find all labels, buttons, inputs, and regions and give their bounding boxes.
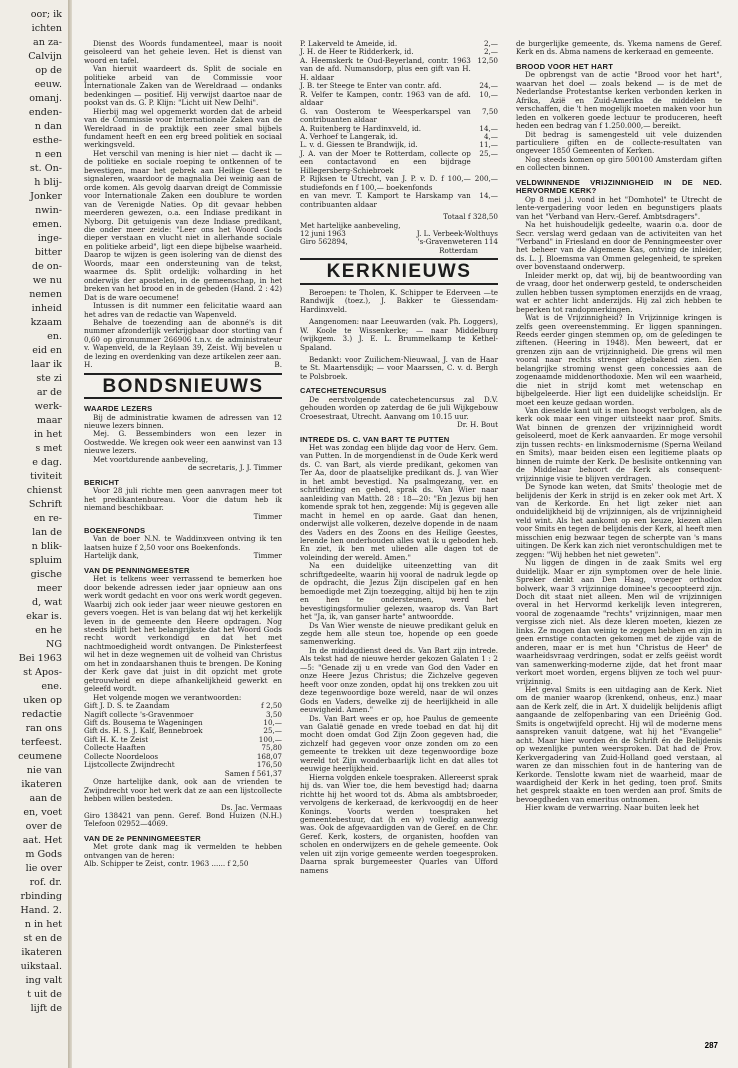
margin-fragment: uken op [23,695,62,706]
margin-fragment: kzaam [30,317,62,328]
ledger-label: G. van Oosterom te Weesperkarspel van contribuanten aldaar [300,106,471,125]
margin-fragment: m Gods [25,849,62,860]
margin-fragment: ekar is. [26,611,62,622]
heading-penningmeester: VAN DE PENNINGMEESTER [84,565,190,575]
heading-intrede: INTREDE DS. C. VAN BART TE PUTTEN [300,434,450,444]
ledger-amount: f 2,50 [261,701,282,711]
ledger-label: Gift ds. H. S. J. Kalf, Bennebroek [84,726,203,736]
ledger-amount: 75,80 [261,743,282,753]
section-rule [300,283,498,285]
ledger-row [300,57,498,82]
ledger-label: J. B. ter Steege te Enter van contr. afd. [300,81,442,91]
ledger-amount: 4,— [483,131,498,141]
heading-brood-voor-het-hart: BROOD VOOR HET HART [516,61,614,71]
margin-fragment: inge- [37,233,62,244]
paragraph: Voor 28 juli richte men geen aanvragen meer tot het predikantenbureau. Voor die datum heb ik niemand beschikbaar. [84,486,282,513]
margin-fragment: ing valt [25,975,62,986]
heading-waarde-lezers: WAARDE LEZERS [84,404,153,414]
paragraph: Wat is de Vrijzinnigheid? In Vrijzinnige kringen is zelfs geen overeenstemming. Er liggen spanningen. Reeds eerder gingen stemmen op, om de geledingen te ziftenen. (Heering in 1948). Men beweert, dat er grenzen zijn aan de vrijzinnigheid. Die grens wil men vooral naar rechts strenger afgebakend zien. Een belangrijke stroming wenst geen concessies aan de zogenaamde middenorthodoxie. Men wil een waarheid, die niet in strijd komt met wetenschap en bijbelgeleerde. Hier ligt een duidelijke scheidslijn. Er moet een keuze gedaan worden. [516,313,722,407]
ledger-amount: 3,50 [265,709,282,719]
ledger-amount: 14,— [479,123,498,133]
vrijzinnigheid-text [516,196,722,813]
margin-fragment: aat. Het [22,835,62,846]
paragraph: De Synode kan weten, dat Smits' theologie met de belijdenis der Kerk in strijd is en zeker ook met Art. X van de Kerkorde. En het ligt zeker niet aan onduidelijkheid bij de vrijzinnigen, als de vrijzinnigheid veld wint. Als het aankomt op een keuze, kiezen allen voor Smits en tegen de belijdenis der Kerk, al heeft men misschien enig bezwaar tegen de scherpte van 's mans uitingen. De Kerk kan zich niet verontschuldigen met te zeggen: "Wij hebben het niet geweten". [516,482,722,559]
margin-fragment: st en de [23,933,62,944]
margin-fragment: st. On- [29,163,62,174]
margin-fragment: rbinding [20,891,62,902]
margin-fragment: n blik- [31,541,62,552]
margin-fragment: oor; ik [30,9,62,20]
margin-fragment: en, voet [23,807,62,818]
margin-fragment: d, wat [31,597,62,608]
margin-fragment: omanj. [29,93,62,104]
margin-fragment: inheid [31,303,62,314]
ledger-label: A. Heemskerk te Oud-Beyerland, contr. 1963 van de afd. Numansdorp, plus een gift van H. H. aldaar [300,55,471,82]
ledger-amount: 2,— [483,47,498,57]
margin-fragment: s met [35,443,62,454]
paragraph: Hierbij mag wel opgemerkt worden dat de arbeid van de Commissie voor Internationale Zaken van de Wereldraad in de praktijk een zeer smal bijbels fundament heeft en een erg breed politiek en sociaal werkingsveld. [84,106,282,150]
margin-fragment: bitter [34,247,62,258]
ledger-amount: 14,— [479,191,498,201]
margin-fragment: ar de [36,387,62,398]
contribution-ledger [300,40,498,209]
paragraph: De eerstvolgende catechetencursus zal D.V. gehouden worden op zaterdag de 6e juli Wijkgebouw Croesestraat, Utrecht. Aanvang om 10.15 uur. [300,394,498,421]
margin-fragment: e dag. [32,457,62,468]
margin-fragment: nie van [26,765,62,776]
margin-fragment: redactie [21,709,62,720]
margin-fragment: aan de [29,793,62,804]
paragraph: Van hieruit waardeert ds. Split de sociale en politieke arbeid van de Commissie voor Internationale Zaken van de Wereldraad — ondanks bedenkingen — positief. Hij verwijst daartoe naar de pookst van ds. G. P. Klijn: "Licht uit New Delhi". [84,64,282,108]
section-rule [300,258,498,260]
margin-fragment: Hand. 2. [20,905,62,916]
ledger-total: Samen f 561,37 [224,768,282,778]
ledger-amount: 100,— [258,734,282,744]
heading-2e-penningmeester: VAN DE 2e PENNINGMEESTER [84,833,201,843]
margin-fragment: ikateren [21,779,62,790]
signature: Ds. Jac. Vermaas [220,802,282,812]
margin-fragment: eid en [32,345,62,356]
paragraph: Op 8 mei j.l. vond in het "Domhotel" te Utrecht de lente-vergadering voor leden en begunstigers plaats van het "Verband van Herv.-Geref. Ambtsdragers". [516,194,722,221]
ledger-label: L. v. d. Giessen te Brandwijk, id. [300,140,418,150]
ledger-row [300,150,498,175]
margin-fragment: t uit de [27,989,62,1000]
ledger-amount: 168,07 [256,751,282,761]
margin-fragment: meer [36,583,62,594]
paragraph: Het is telkens weer verrassend te bemerken hoe door bekende adressen ieder jaar opnieuw aan ons werk wordt gedacht en voor ons werk wordt gegeven. Waarbij zich ook ieder jaar weer nieuwe gestoren en gevers voegen. Het is van belang dat wij het kerkelijk leven in de gemeente den Heere opdragen. Nog steeds blijft het het belangrijkste dat het Woord Gods recht wordt verkondigd en dat het met nachtmoedigheid wordt ontvangen. De Pinksterfeest wil het in deze wegnemen uit de volheid van Christus om het in zondaarshanen thuis te brengen. De Koning der Kerk gave dat juist in dit opzicht met grote getrouwheid en diepe afhankelijkheid gewerkt en geleefd wordt. [84,574,282,694]
ledger-label: Gift H. K. te Zeist [84,734,149,744]
margin-fragment: ceumene [18,751,62,762]
paragraph: Van de boer N.N. te Waddinxveen ontving ik ten laatsen huize f 2,50 voor ons Boekenfonds. [84,534,282,552]
section-title-kerknieuws: KERKNIEUWS [326,261,472,283]
ledger-label: Gift ds. Bousema te Wageningen [84,717,203,727]
margin-fragment: n dan [34,121,62,132]
ledger-amount: 12,50 [477,55,498,65]
paragraph: Met voortdurende aanbeveling, [93,454,208,464]
margin-fragment: gische [30,569,62,580]
margin-fragment: op de [35,65,62,76]
paragraph: Bij de administratie kwamen de adressen van 12 nieuwe lezers binnen. [84,412,282,431]
paragraph: Mej. G. Bessembinders won een lezer in Oostwedde. We kregen ook weer een aanwinst van 13 nieuwe lezers. [84,429,282,456]
ledger-label: A. Ruitenberg te Hardinxveld, id. [300,123,422,133]
ledger-amount: 10,— [479,89,498,99]
margin-fragment: ichten [31,23,62,34]
margin-fragment: n een [35,149,62,160]
paragraph: In de middagdienst deed ds. Van Bart zijn intrede. Als tekst had de nieuwe herder gekozen Galaten 1 : 2—5: "Genade zij u en vrede van God den Vader en onze Heere Jezus Christus; die Zichzelve gegeven heeft voor onze zonden, opdat hij ons trekken zou uit deze tegenwoordige boze wereld, naar de wil onzes Gods en Vaders, dewelke zij de heerlijkheid in alle eeuwigheid. Amen." [300,645,498,715]
margin-fragment: over de [25,821,62,832]
margin-fragment: Bei 1963 [18,653,62,664]
paragraph: Nu liggen de dingen in de zaak Smits wel erg duidelijk. Maar er zijn symptomen over de hele linie. Spreker denkt aan Den Haag, vroeger orthodox bolwerk, waar 3 vrijzinnige dominee's gecoopteerd zijn. Doch dit staat niet alleen. Men wil de vrijzinnigen overal in het Hervormd kerkelijk leven integreren, vooral de zogenaamde "rechts" vrijzinnigen, maar men vergisse zich niet. Als deze kleren moeten, kiezen ze links. Ze mogen dan weinig te zeggen hebben en zijn in geen ernstige contacten gekomen met de zijde van de anderen, maar er is met hun "Christus de Heer" de waarheidsvraag verdringen, sodat er zelfs geëist wordt van samenwerking-moderne zijde, dat het front maar verkort moet worden, ergens blijven ze toch wel puur-vrijzinnig. [516,558,722,686]
paragraph: de burgerlijke gemeente, ds. Ykema namens de Geref. Kerk en ds. Abma namens de kerkeraad en gemeente. [516,39,722,57]
paragraph: Het was zondag een blijde dag voor de Herv. Gem. van Putten. In de morgendienst in de Oude Kerk werd ds. C. van Bart, als vierde predikant, gekomen van Ter Aa, door de plaatselijke predikant ds. J. van Wier in het ambt bevestigd. Na psalmgezang, ver. en schriftlezing en gebed, sprak ds. Van Wier naar aanleiding van Matth. 28 : 18—20: "En Jezus bij hen komende sprak tot hen, zeggende: Mij is gegeven alle macht in hemel en op aarde. Gaat dan henen, onderwijst alle volkeren, dezelve dopende in de naam des Vaders en des Zoons en des Heilige Geestes, lerende hen onderhouden alles wat ik u geboden heb. En ziet, ik ben met ulieden alle dagen tot de voleinding der wereld. Amen." [300,443,498,562]
heading-boekenfonds: BOEKENFONDS [84,526,146,536]
intrede-text [300,444,498,875]
paragraph: Ds Van Wier wenste de nieuwe predikant geluk en zegde hem alle steun toe, hopende op een goede samenwerking. [300,620,498,647]
ledger-amount: 10,— [263,717,282,727]
signature: Dr. H. Bout [457,420,498,430]
margin-fragment: rof. dr. [29,877,62,888]
intro-text [84,40,282,361]
ledger-label: J. A. van der Moer te Rotterdam, collecte op een contactavond en een bijdrage Hillegersberg-Schiebroek [300,148,471,175]
ledger-label: P. Rijksen te Utrecht, van J. P. v. D. f 100,— studiefonds en f 100,— boekenfonds [300,174,471,192]
ledger-row [300,192,498,209]
magazine-page [72,0,738,1068]
margin-fragment: n in het [24,919,62,930]
ledger-amount: 7,50 [481,106,498,116]
column-3 [516,40,722,813]
margin-fragment: en. [47,331,62,342]
ledger-amount: 11,— [479,140,498,150]
paragraph: De opbrengst van de actie "Brood voor het hart", waarvan het doel — zoals bekend — is de met de Nederlandse Protestantse kerken verbonden kerken in Afrika, Azië en Zuid-Amerika de middelen te verschaffen, die 't hen mogelijk moeten maken voor hun leden en volkeren goede lectuur te produceren, heeft heden een bedrag van f 1.250.000,— bereikt. [516,70,722,131]
margin-fragment: de on- [31,261,62,272]
margin-fragment: en re- [33,513,62,524]
margin-fragment: laar ik [30,359,62,370]
margin-fragment: an za- [33,37,62,48]
margin-fragment: st Apos- [23,667,62,678]
margin-fragment: tiviteit [30,471,62,482]
ledger-line: Alb. Schipper te Zeist, contr. 1963 ...... f 2,50 [84,859,249,869]
margin-fragment: esthe- [32,135,62,146]
margin-fragment: in het [33,429,62,440]
paragraph: Het volgende mogen we verantwoorden: [93,692,242,702]
margin-fragment: h blij- [34,177,62,188]
margin-fragment: uikstaal. [20,961,62,972]
paragraph: Het verschil van mening is hier niet — dacht ik — de politieke en sociale roeping te ontkennen of te bevestigen, maar het gebrek aan Heilige Geest te signaleren, waardoor de magnalia Dei weinig aan de orde komen. Als gevolg daarvan dreigt de Commissie voor Internationale Zaken een doublure te worden van de Verenigde Naties. Op dit gevaar hebben meerderen gewezen, o.a. een Indiase predikant in Nyborg. Dit getuigenis van deze Indiase predikant, die onder meer zeide: "Leer ons het Woord Gods dieper verstaan en vlucht niet in allerhande sociale en politieke arbeid", ligt een diepe bijbelse waarheid. Daarop te wijzen is geen isolering van de dienst des Woords, maar een ondersteuning van de tekst, waarmee ds. Split ordelijk: volharding in het onderwijs der apostelen, in de gemeenschap, in het breken van het brood en in de gebeden (Hand. 2 : 42) Dat is de ware oecumene! [84,148,282,302]
margin-fragment: lie over [25,863,62,874]
heading-vrijzinnigheid: VELDWINNENDE VRIJZINNIGHEID IN DE NED. HERVORMDE KERK? [516,177,722,196]
ledger-label: Collecte Haaften [84,743,146,753]
margin-fragment: ene. [41,681,62,692]
giro: Giro 562894, [300,237,348,247]
paragraph: Hier kwam de verwarring. Naar buiten leek het [525,803,700,813]
margin-fragment: eeuw. [34,79,62,90]
ledger-label: Nagift collecte 's-Gravenmoer [84,709,194,719]
ledger-label: P. Lakerveld te Ameide, id. [300,39,398,48]
margin-fragment: ran ons [25,723,62,734]
paragraph: Intussen is dit nummer een felicitatie waard aan het adres van de redactie van Wapenveld. [84,301,282,319]
aangenomen: Aangenomen: naar Leeuwarden (vak. Ph. Loggers), W. Koole te Wissenkerke; — naar Middelburg (wijkgem. 3.) J. E. L. Brummelkamp te Kethel-Spaland. [300,317,498,352]
margin-fragment: maar [36,415,62,426]
ledger-label: A. Verhoef te Langerak, id. [300,131,398,141]
page-number: 287 [704,1041,718,1050]
margin-fragment: terfeest. [21,737,62,748]
margin-fragment: lan de [32,527,62,538]
ledger-amount: 176,50 [256,760,282,770]
paragraph: Ds. Van Bart wees er op, hoe Paulus de gemeente van Galatië genade en vrede toebad en dat hij dit mocht doen omdat God Zijn Zoon gegeven had, die zichzelf had gegeven voor onze zonden om zo een gemeente te trekken uit deze tegenwoordige boze wereld tot Zijn wonderbaarlijk licht en dat alles tot eeuwige heerlijkheid. [300,713,498,774]
ledger-amount: 200,— [474,174,498,184]
margin-fragment: we nu [32,275,62,286]
ledger-label: Gift J. D. S. te Zaandam [84,701,170,711]
margin-fragment: nwin- [35,205,62,216]
heading-bericht: BERICHT [84,477,120,487]
margin-fragment: Schrift [28,499,62,510]
initial-right: B. [274,360,282,370]
margin-fragment: enden- [28,107,62,118]
section-title-bondsnieuws: BONDSNIEUWS [102,375,264,397]
section-rule [84,397,282,399]
city: Rotterdam [439,245,478,255]
heading-catechetencursus: CATECHETENCURSUS [300,386,387,396]
margin-fragment: ste zi [36,373,62,384]
paragraph: Dienst des Woords fundamenteel, maar is nooit geisoleerd van het geheie leven. Het is dienst van woord en tafel. [84,39,282,65]
paragraph: Na het huishoudelijk gedeelte, waarin o.a. door de Secr. verslag werd gedaan van de activiteiten van het "Verband" in Friesland en door de Penningmeester over het beheer van de Algemene Kas, ontving de inleider, ds. L. J. Bloemsma van Ommen gelegenheid, te spreken over bovenstaand onderwerp. [516,220,722,272]
ledger-label: J. H. de Heer te Ridderkerk, id. [300,47,414,57]
ledger-row [300,108,498,125]
margin-fragment: emen. [32,219,62,230]
initials [84,361,282,369]
ledger-label: Collecte Noordeloos [84,751,159,761]
margin-fragment: Jonker [30,191,62,202]
thanks: Hartelijk dank, [84,551,139,561]
donation-ledger [84,702,282,770]
paragraph: Het geval Smits is een uitdaging aan de Kerk. Niet om de manier waarop (krenkend, onheus, enz.) maar aan de Kerk zelf, die in Art. X duidelijk belijdenis afligt aangaande de zelfopenbaring van een Drieënig God. Smits is ongetwijfeld oprecht. Hij wil de moderne mens aanspreken vanuit datgene, wat hij het "Evangelie" acht. Maar hier worden én de Schrift én de Belijdenis op wezenlijke punten weersproken. Dat had de Prov. Kerkvergadering van Zuid-Holland goed verstaan, al waren ze dan misschien fout in de hantering van de Kerkorde. Tenslotte kwam niet de waarheid, maar de waardigheid der Kerk in het geding, toen prof. Smits het gesprek staakte en toen werden aan prof. Smits de bevoegdheden van emeritus ontnomen. [516,684,722,804]
margin-fragment: lijft de [30,1003,62,1014]
paragraph: Behalve de toezending aan de abonné's is dit nummer afzonderlijk verkrijgbaar door storting van f 0,60 op gironummer 266906 t.n.v. de administrateur v. Wapenveld, de la Reylaan 39, Zeist. Wij bevelen u de lezing en overdenking van deze artikelen zeer aan. [84,317,282,361]
paragraph: Met grote dank mag ik vermelden te hebben ontvangen van de heren: [84,842,282,860]
margin-fragment: Calvijn [28,51,62,62]
signature: Timmer [253,511,282,521]
signature: Timmer [253,551,282,561]
section-rule [84,373,282,375]
ledger-label: Lijstcollecte Zwijndrecht [84,760,175,770]
ledger-label: R. Velfer te Kampen, contr. 1963 van de afd. aldaar [300,89,471,108]
column-2 [300,40,498,875]
margin-fragment: NG [45,639,62,650]
giro-line: Giro 138421 van penn. Geref. Bond Huizen (N.H.) Telefoon 02952—4069. [84,810,282,829]
previous-page-margin [0,0,69,1068]
beroepen: Beroepen: te Tholen, K. Schipper te Ederveen —te Randwijk (toez.), J. Bakker te Giessendam-Hardinxveld. [300,287,498,314]
margin-fragment: werk- [34,401,62,412]
paragraph: Hierna volgden enkele toespraken. Allereerst sprak hij ds. van Wier toe, die hem bevestigd had; daarna richtte hij het woord tot ds. Abma als ambtsbroeder, vervolgens de kerkeraad, de kerkvoogdij en de heer Konings. Voorts werden toespraken het gemeentebestuur, dat (h en w) volledig aanwezig was. Ook de afgevaardigden van de Geref. en de Chr. Geref. Kerk, kosters, de organisten, hoofden van scholen en onderwijzers en de gehele gemeente. Ook velen uit zijn vorige gemeente werden toegesproken. Daarna sprak burgemeester Quarles van Ufford namens [300,772,498,875]
ledger-amount: 25,— [263,726,282,736]
ledger-amount: 24,— [479,81,498,91]
column-1 [84,40,282,869]
address: 's-Gravenweteren 114 [417,237,498,247]
date: 12 juni 1963 [300,228,346,238]
ledger-amount: 25,— [479,148,498,158]
margin-fragment: spluim [29,555,62,566]
signature-row [84,552,282,560]
margin-fragment: en he [35,625,62,636]
margin-fragment: ikateren [21,947,62,958]
thanks: Met hartelijke aanbeveling, [300,220,401,230]
paragraph: Dit bedrag is samengesteld uit vele duizenden particuliere giften en de collecte-resultaten van ongeveer 1850 Gemeenten of Kerken. [516,129,722,156]
bedankt: Bedankt: voor Zuilichem-Nieuwaal, J. van de Haar te St. Maartensdijk; — voor Maarssen, C. v. d. Bergh te Polsbroek. [300,354,498,381]
ledger-total: Totaal f 328,50 [443,212,498,222]
paragraph: Nog steeds komen op giro 500100 Amsterdam giften en collecten binnen. [516,154,722,173]
margin-fragment: nemen [29,289,62,300]
paragraph: Van dieselde kant uit is men hoogst verbolgen, als de kerk ook maar een vinger uitsteekt naar prof. Smits. Wat binnen de grenzen der vrijzinnigheid wordt geïsoleerd, moet de Kerk aanvaarden. Er moge versohil zijn tussen rechts- en linksmodernisme (Sperna Weiland en Smits), maar beiden eisen een legitieme plaats op binnen de ruimte der Kerk. De beslisite ontkenning van de Middelaar behoort de Kerk als consequent-vrijzinnige visie te blijven verdragen. [516,406,722,483]
paragraph: Na een duidelijke uiteenzetting van dit schriftgedeelte, waarin hij vooral de nadruk legde op de opdracht, die Jezus Zijn discipelen gaf en hen bemoedigde met Zijn toezegging, altijd bij hen te zijn en hen te ondersteunen, werd het bevestigingsformulier gelezen, waarop ds. Van Bart het "Ja, ik, van ganser harte" antwoordde. [300,561,498,622]
signature: de secretaris, J. J. Timmer [187,463,282,473]
ledger-row [300,91,498,108]
penningmeester-text [84,575,282,702]
ledger-label: en van mevr. T. Kamport te Harskamp van contribuanten aldaar [300,191,471,209]
signature: J. L. Verbeek-Wolthuys [416,228,498,238]
ledger-row [300,175,498,192]
paragraph: Onze hartelijke dank, ook aan de vrienden te Zwijndrecht voor het werk dat ze aan een lijstcollecte hebben willen besteden. [84,777,282,804]
brood-text [516,71,722,172]
initial-left: H. [84,360,93,370]
margin-fragment: chienst [26,485,62,496]
ledger-amount: 2,— [483,39,498,48]
paragraph: Inleider merkt op, dat wij, bij de beantwoording van de vraag, door het onderwerp gesteld, te onderscheiden zullen hebben tussen symptomen enerzijds en de vraag, wat er achter licht anderzijds. Hij zal zich hebben te beperken tot randopmerkingen. [516,270,722,314]
